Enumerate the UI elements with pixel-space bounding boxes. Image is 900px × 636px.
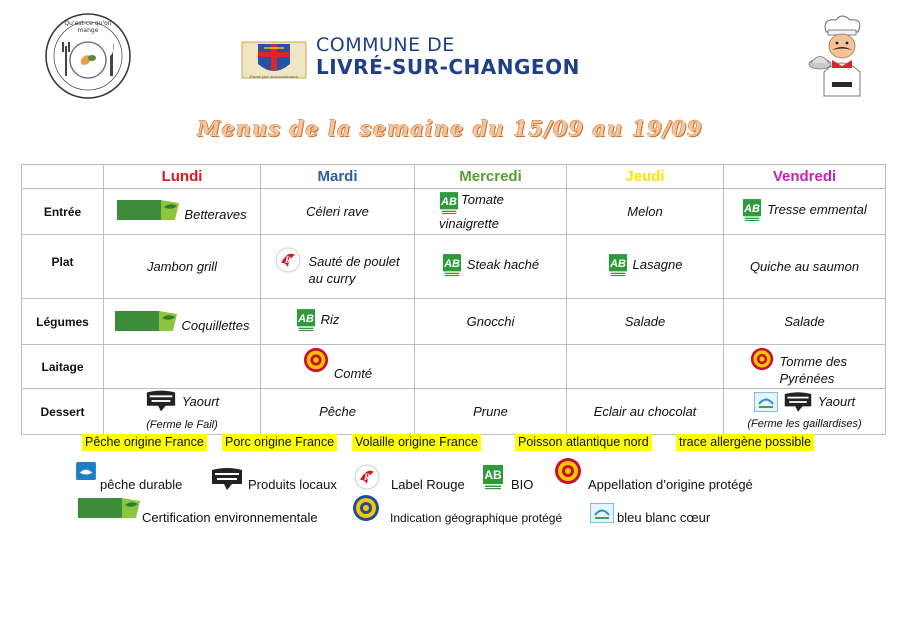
cell-dessert-vendredi [724,389,886,435]
cell-legumes-jeudi: Salade [567,299,724,345]
cell-laitage-jeudi [567,345,724,389]
cell-entree-mercredi [415,189,567,235]
dish-text: Tresse emmental [767,202,867,217]
cell-plat-mercredi [415,235,567,299]
day-header-mercredi: Mercredi [415,165,567,189]
produits-locaux-icon [145,389,177,413]
table-row-dessert [22,389,886,435]
quest-ce-quon-mange-logo [44,12,132,100]
logo-arc-text: Qu'est-ce qu'on mange [64,20,112,34]
bleu-blanc-coeur-icon [754,392,778,412]
produits-locaux-icon [783,391,813,413]
cell-dessert-jeudi: Eclair au chocolat [567,389,724,435]
ab-bio-icon [296,308,316,332]
cell-dessert-mardi: Pêche [261,389,415,435]
label-rouge-icon [354,464,380,490]
dish-text: Coquillettes [181,318,250,334]
msc-peche-durable-icon [75,462,97,480]
cell-entree-vendredi [724,189,886,235]
cell-laitage-mercredi [415,345,567,389]
dish-text: Yaourt [817,394,856,409]
aop-icon [750,347,774,371]
dish-text: Steak haché [466,257,540,272]
table-row-entree [22,189,886,235]
table-row-legumes [22,299,886,345]
chef-illustration [808,14,874,98]
hve-certification-icon [115,310,177,332]
cell-laitage-mardi [261,345,415,389]
table-row-laitage [22,345,886,389]
igp-icon [352,494,380,522]
ab-bio-icon [608,253,628,277]
dish-text: Sauté de poulet au curry [308,253,400,286]
legend-igp: Indication géographique protégé [390,511,563,525]
cell-dessert-mercredi: Prune [415,389,567,435]
origin-notes [0,434,900,452]
cell-legumes-mardi [261,299,415,345]
row-label-dessert: Dessert [22,389,104,435]
cell-legumes-vendredi: Salade [724,299,886,345]
commune-crest [240,36,308,84]
legend-bleu-blanc-coeur: bleu blanc cœur [617,510,711,525]
dish-note: (Ferme les gaillardises) [747,417,862,430]
day-header-lundi: Lundi [104,165,261,189]
cell-plat-mardi [261,235,415,299]
cell-plat-lundi: Jambon grill [104,235,261,299]
produits-locaux-icon [210,466,244,492]
cell-plat-vendredi: Quiche au saumon [724,235,886,299]
cell-legumes-mercredi: Gnocchi [415,299,567,345]
aop-icon [554,457,582,485]
bleu-blanc-coeur-icon [590,503,614,523]
day-header-jeudi: Jeudi [567,165,724,189]
note-peche-origine: Pêche origine France [82,434,207,451]
ab-bio-icon [439,191,459,215]
dish-text: Yaourt [181,393,220,409]
dish-text: Tomate vinaigrette [439,192,504,231]
header-empty [22,165,104,189]
legend-certification: Certification environnementale [142,510,318,525]
commune-name [316,36,580,77]
note-trace-allergene: trace allergène possible [676,434,814,451]
day-header-vendredi: Vendredi [724,165,886,189]
crest-motto: Fiunt per successionem [249,74,299,79]
row-label-legumes: Légumes [22,299,104,345]
dish-note: (Ferme le Fail) [146,419,218,431]
ab-bio-icon [442,253,462,277]
table-row-plat [22,235,886,299]
row-label-laitage: Laitage [22,345,104,389]
legend-aop: Appellation d’origine protégé [588,477,753,492]
legend-label-rouge: Label Rouge [391,477,465,492]
weekly-menu-table [21,164,886,435]
cell-legumes-lundi [104,299,261,345]
dish-text: Betteraves [184,206,247,222]
ab-bio-icon [482,464,504,490]
commune-line-1: COMMUNE DE [316,34,455,56]
row-label-plat: Plat [22,235,104,299]
hve-certification-icon [78,497,140,519]
aop-icon [303,347,329,373]
legend-bio: BIO [511,477,534,492]
dish-text: Tomme des Pyrénées [779,353,847,386]
table-header-row [22,165,886,189]
cell-entree-jeudi: Melon [567,189,724,235]
ab-bio-icon [742,198,762,222]
menu-week-title: Menus de la semaine du 15/09 au 19/09 [197,116,703,141]
dish-text: Riz [320,312,340,327]
dish-text: Comté [333,366,373,381]
cell-laitage-vendredi [724,345,886,389]
cell-plat-jeudi [567,235,724,299]
note-porc-origine: Porc origine France [222,434,337,451]
cell-entree-lundi [104,189,261,235]
cell-dessert-lundi [104,389,261,435]
hve-certification-icon [117,199,179,221]
cell-entree-mardi: Céleri rave [261,189,415,235]
legend-produits-locaux: Produits locaux [248,477,337,492]
note-volaille-origine: Volaille origine France [352,434,481,451]
row-label-entree: Entrée [22,189,104,235]
commune-line-2: LIVRÉ-SUR-CHANGEON [316,55,580,79]
label-rouge-icon [275,247,301,273]
cell-laitage-lundi [104,345,261,389]
note-poisson-atlantique: Poisson atlantique nord [515,434,652,451]
day-header-mardi: Mardi [261,165,415,189]
legend-peche-durable: pêche durable [100,477,183,492]
dish-text: Lasagne [632,257,683,272]
